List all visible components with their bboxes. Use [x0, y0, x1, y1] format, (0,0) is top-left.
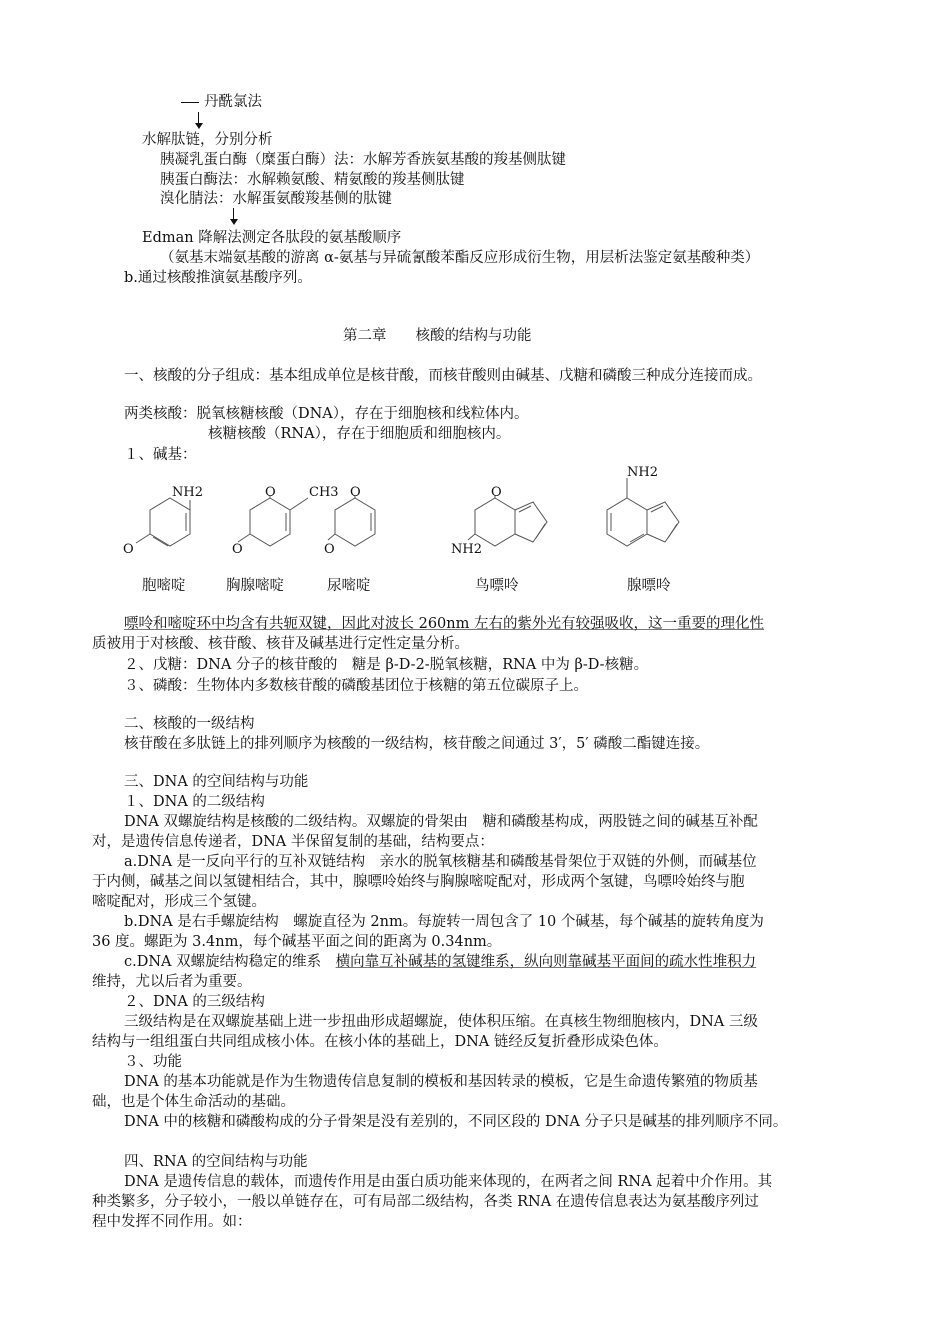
- trypsin-method: 胰蛋白酶法：水解赖氨酸、精氨酸的羧基侧肽键: [160, 172, 465, 188]
- uracil-label-o-bottom: O: [324, 542, 335, 557]
- point-c-lead: c.DNA 双螺旋结构稳定的维系: [124, 954, 336, 970]
- thymine-label-ch3: CH3: [309, 485, 339, 500]
- point-a-line2: 于内侧，碱基之间以氢键相结合，其中，腺嘌呤始终与胸腺嘧啶配对，形成两个氢键，鸟嘌呤始终与胞: [92, 874, 745, 890]
- thymine-structure: [232, 485, 339, 557]
- chapter-title: 第二章 核酸的结构与功能: [343, 328, 532, 344]
- two-kinds-rna: 核糖核酸（RNA），存在于细胞质和细胞核内。: [208, 426, 511, 442]
- thymine-label-o-top: O: [265, 485, 276, 500]
- bases-heading: １、碱基：: [124, 447, 197, 463]
- rna-line1: DNA 是遗传信息的载体，而遗传作用是由蛋白质功能来体现的，在两者之间 RNA 起着中介作用。其: [124, 1174, 773, 1190]
- point-c-line1: [124, 952, 756, 972]
- flow-dash: [181, 102, 199, 103]
- adenine-name: 腺嘌呤: [627, 578, 671, 594]
- cnbr-method: 溴化腈法：水解蛋氨酸羧基侧的肽键: [160, 191, 392, 207]
- adenine-structure: [607, 465, 679, 546]
- dna-secondary-line1: DNA 双螺旋结构是核酸的二级结构。双螺旋的骨架由 糖和磷酸基构成，两股链之间的碱基互补配: [124, 814, 758, 830]
- hydrolyze-step: 水解肽链，分别分析: [142, 132, 273, 148]
- dna-tertiary-heading: ２、DNA 的三级结构: [124, 994, 265, 1010]
- dna-secondary-heading: １、DNA 的二级结构: [124, 794, 265, 810]
- rna-line2: 种类繁多，分子较小，一般以单链存在，可有局部二级结构，各类 RNA 在遗传信息表达为氨基酸序列过: [92, 1194, 759, 1210]
- thymine-label-o-bottom: O: [232, 542, 243, 557]
- guanine-structure: [451, 485, 547, 557]
- two-kinds-dna: 两类核酸：脱氧核糖核酸（DNA），存在于细胞核和线粒体内。: [124, 406, 529, 422]
- cytosine-structure: [123, 485, 203, 557]
- dna-function-heading: ３、功能: [124, 1054, 182, 1070]
- down-arrow-icon: [194, 112, 204, 132]
- b-item: b.通过核酸推演氨基酸序列。: [124, 270, 312, 286]
- uracil-name: 尿嘧啶: [327, 578, 371, 594]
- base-structures-figure: [110, 456, 730, 566]
- rna-line3: 程中发挥不同作用。如：: [92, 1214, 252, 1230]
- dna-function-line3: DNA 中的核糖和磷酸构成的分子骨架是没有差别的，不同区段的 DNA 分子只是碱基的排列顺序不同。: [124, 1114, 788, 1130]
- cytosine-label-o: O: [123, 542, 134, 557]
- guanine-label-o: O: [491, 485, 502, 500]
- chymotrypsin-method: 胰凝乳蛋白酶（糜蛋白酶）法：水解芳香族氨基酸的羧基侧肽键: [160, 152, 566, 168]
- point-a-line3: 嘧啶配对，形成三个氢键。: [92, 894, 266, 910]
- dna-tertiary-line2: 结构与一组组蛋白共同组成核小体。在核小体的基础上，DNA 链经反复折叠形成染色体。: [92, 1034, 668, 1050]
- edman-note: （氨基末端氨基酸的游离 α-氨基与异硫氰酸苯酯反应形成衍生物，用层析法鉴定氨基酸种类）: [160, 250, 760, 266]
- uv-absorption-line1: 嘌呤和嘧啶环中均含有共轭双键，因此对波长 260nm 左右的紫外光有较强吸收，这一重要的理化性: [124, 616, 764, 632]
- uracil-label-o-top: O: [350, 485, 361, 500]
- dna-function-line2: 础，也是个体生命活动的基础。: [92, 1094, 295, 1110]
- dansyl-method: 丹酰氯法: [204, 94, 262, 110]
- cytosine-name: 胞嘧啶: [142, 578, 186, 594]
- point-b-line1: b.DNA 是右手螺旋结构 螺旋直径为 2nm。每旋转一周包含了 10 个碱基，每个碱基的旋转角度为: [124, 914, 764, 930]
- pentose-text: ２、戊糖：DNA 分子的核苷酸的 糖是 β-D-2-脱氧核糖，RNA 中为 β-D-核糖。: [124, 657, 649, 673]
- guanine-label-nh2: NH2: [451, 542, 482, 557]
- dna-secondary-line2: 对，是遗传信息传递者，DNA 半保留复制的基础，结构要点：: [92, 834, 494, 850]
- dna-function-line1: DNA 的基本功能就是作为生物遗传信息复制的模板和基因转录的模板，它是生命遗传繁殖的物质基: [124, 1074, 758, 1090]
- phosphate-text: ３、磷酸：生物体内多数核苷酸的磷酸基团位于核糖的第五位碳原子上。: [124, 678, 588, 694]
- composition-intro: 一、核酸的分子组成：基本组成单位是核苷酸，而核苷酸则由碱基、戊糖和磷酸三种成分连接而成。: [124, 368, 762, 384]
- rna-structure-heading: 四、RNA 的空间结构与功能: [124, 1154, 308, 1170]
- uv-absorption-line2: 质被用于对核酸、核苷酸、核苷及碱基进行定性定量分析。: [92, 636, 469, 652]
- down-arrow-icon: [229, 208, 239, 228]
- cytosine-label-nh2: NH2: [172, 485, 203, 500]
- primary-structure-heading: 二、核酸的一级结构: [124, 716, 255, 732]
- dna-tertiary-line1: 三级结构是在双螺旋基础上进一步扭曲形成超螺旋，使体积压缩。在真核生物细胞核内，DNA 三级: [124, 1014, 758, 1030]
- guanine-name: 鸟嘌呤: [475, 578, 519, 594]
- edman-method: Edman 降解法测定各肽段的氨基酸顺序: [142, 230, 402, 246]
- point-b-line2: 36 度。螺距为 3.4nm，每个碱基平面之间的距离为 0.34nm。: [92, 934, 502, 950]
- dna-structure-heading: 三、DNA 的空间结构与功能: [124, 774, 309, 790]
- point-a-line1: a.DNA 是一反向平行的互补双链结构 亲水的脱氧核糖基和磷酸基骨架位于双链的外侧，而碱基位: [124, 854, 757, 870]
- adenine-label-nh2: NH2: [627, 465, 658, 480]
- thymine-name: 胸腺嘧啶: [226, 578, 284, 594]
- point-c-line2: 维持，尤以后者为重要。: [92, 974, 252, 990]
- primary-structure-text: 核苷酸在多肽链上的排列顺序为核酸的一级结构，核苷酸之间通过 3′，5′ 磷酸二酯键连接。: [124, 736, 710, 752]
- point-c-detail: 横向靠互补碱基的氢键维系，纵向则靠碱基平面间的疏水性堆积力: [335, 954, 757, 970]
